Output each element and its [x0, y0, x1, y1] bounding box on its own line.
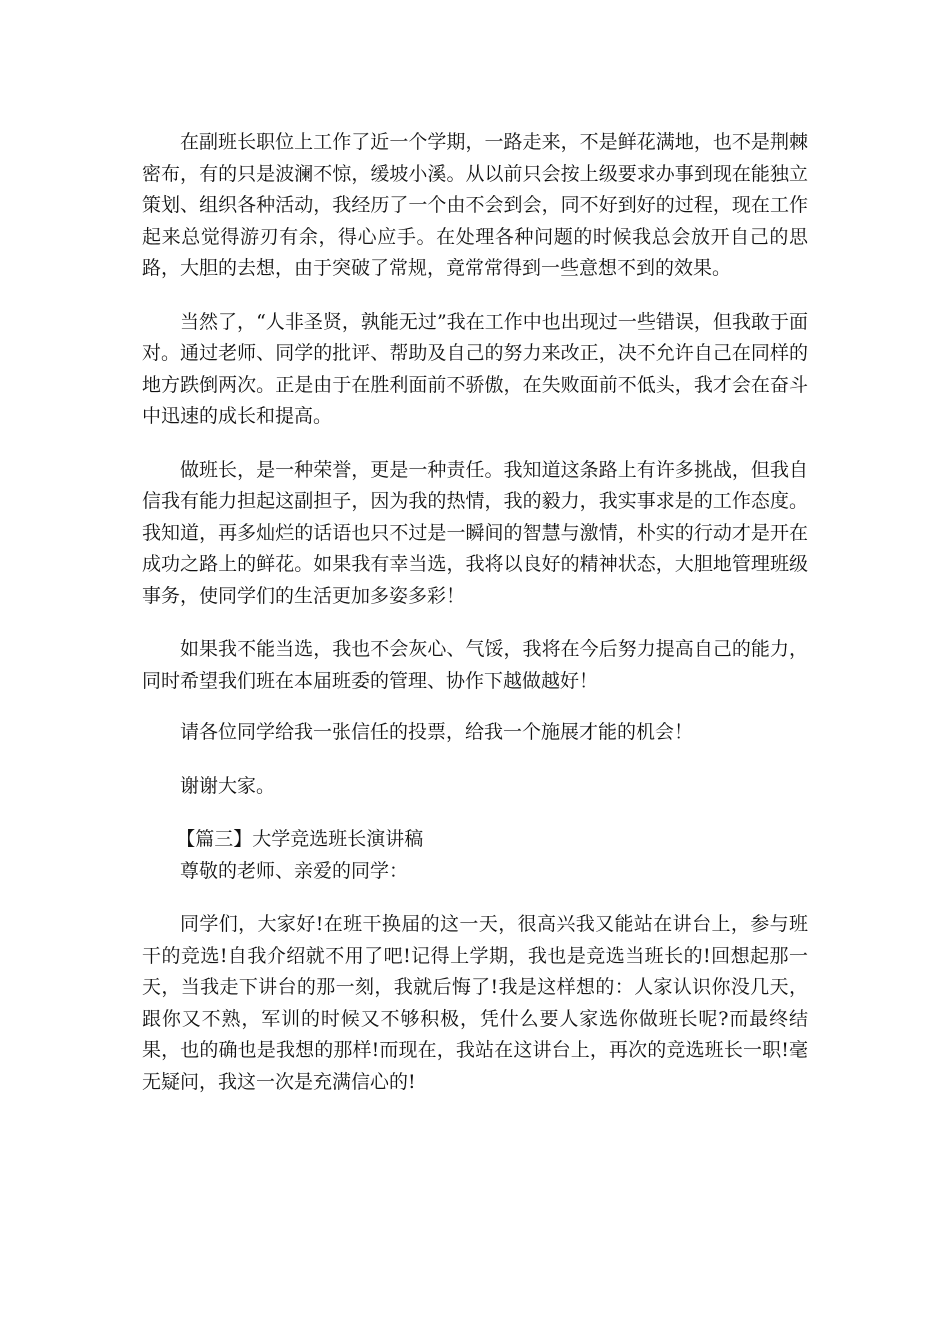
paragraph-facing-mistakes: 当然了，“人非圣贤，孰能无过”我在工作中也出现过一些错误，但我敢于面对。通过老师、同学的批评、帮助及自己的努力来改正，决不允许自己在同样的地方跌倒两次。正是由于在胜利面前不骄傲，在失败面前不低头，我才会在奋斗中迅速的成长和提高。	[142, 310, 808, 427]
paragraph-if-not-elected: 如果我不能当选，我也不会灰心、气馁，我将在今后努力提高自己的能力，同时希望我们班在本届班委的管理、协作下越做越好！	[142, 638, 808, 692]
greeting-line: 尊敬的老师、亲爱的同学：	[180, 859, 409, 882]
paragraph-monitor-responsibility: 做班长，是一种荣誉，更是一种责任。我知道这条路上有许多挑战，但我自信我有能力担起这副担子，因为我的热情，我的毅力，我实事求是的工作态度。我知道，再多灿烂的话语也只不过是一瞬间的智慧与激情，朴实的行动才是开在成功之路上的鲜花。如果我有幸当选，我将以良好的精神状态，大胆地管理班级事务，使同学们的生活更加多姿多彩！	[142, 458, 808, 607]
paragraph-vice-monitor-experience: 在副班长职位上工作了近一个学期，一路走来，不是鲜花满地，也不是荆棘密布，有的只是波澜不惊，缓坡小溪。从以前只会按上级要求办事到现在能独立策划、组织各种活动，我经历了一个由不会到会，同不好到好的过程，现在工作起来总觉得游刃有余，得心应手。在处理各种问题的时候我总会放开自己的思路，大胆的去想，由于突破了常规，竟常常得到一些意想不到的效果。	[142, 131, 808, 279]
section-heading: 【篇三】大学竞选班长演讲稿	[176, 828, 424, 850]
document-body	[142, 127, 808, 1098]
paragraph-vote-request: 请各位同学给我一张信任的投票，给我一个施展才能的机会！	[180, 721, 694, 743]
paragraph-opening-speech: 同学们，大家好!在班干换届的这一天，很高兴我又能站在讲台上，参与班干的竞选!自我介绍就不用了吧!记得上学期，我也是竞选当班长的!回想起那一天，当我走下讲台的那一刻，我就后悔了!我是这样想的：人家认识你没几天，跟你又不熟，军训的时候又不够积极，凭什么要人家选你做班长呢?而最终结果，也的确也是我想的那样!而现在，我站在这讲台上，再次的竞选班长一职!毫无疑问，我这一次是充满信心的!	[142, 913, 808, 1093]
paragraph-thanks: 谢谢大家。	[180, 774, 276, 797]
